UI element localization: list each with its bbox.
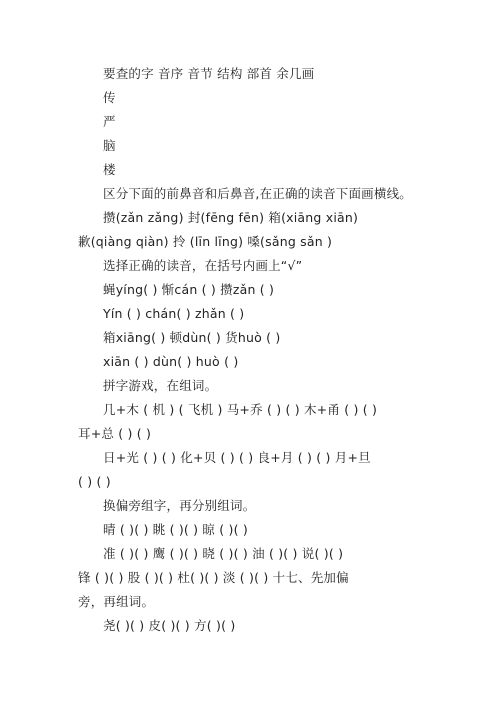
instruction-nasal-sounds: 区分下面的前鼻音和后鼻音,在正确的读音下面画横线。 xyxy=(103,186,412,201)
table-header-line: 要查的字 音序 音节 结构 部首 余几画 xyxy=(103,66,315,81)
table-row-char-3: 脑 xyxy=(103,138,116,153)
character-game-row-2: 日+光 ( ) ( ) 化+贝 ( ) ( ) 良+月 ( ) ( ) 月+旦 xyxy=(103,450,371,465)
instruction-add-radical-cont: 旁，再组词。 xyxy=(78,594,155,609)
instruction-choose-pronunciation: 选择正确的读音，在括号内画上“√” xyxy=(103,258,303,273)
table-row-char-1: 传 xyxy=(103,90,116,105)
pronunciation-row-1: 蝇yíng( ) 惭cán ( ) 攒zǎn ( ) xyxy=(103,282,275,297)
instruction-character-game: 拼字游戏，在组词。 xyxy=(103,378,218,393)
radical-row-3: 锋 ( )( ) 股 ( )( ) 杜( )( ) 淡 ( )( ) 十七、先加偏 xyxy=(78,570,349,585)
pronunciation-row-3: 箱xiāng( ) 顿dùn( ) 货huò ( ) xyxy=(103,330,281,345)
pinyin-choice-row-2: 歉(qiàng qiàn) 拎 (līn līng) 嗓(sǎng sǎn ) xyxy=(78,234,333,249)
table-row-char-4: 楼 xyxy=(103,162,116,177)
pronunciation-row-4: xiān ( ) dùn( ) huò ( ) xyxy=(103,354,239,369)
add-radical-row-1: 尧( )( ) 皮( )( ) 方( )( ) xyxy=(103,618,236,633)
instruction-change-radical: 换偏旁组字，再分别组词。 xyxy=(103,498,256,513)
radical-row-1: 晴 ( )( ) 眺 ( )( ) 晾 ( )( ) xyxy=(103,522,248,537)
character-game-row-1: 几+木 ( 机 ) ( 飞机 ) 马+乔 ( ) ( ) 木+甬 ( ) ( ) xyxy=(103,402,378,417)
pronunciation-row-2: Yín ( ) chán( ) zhǎn ( ) xyxy=(103,306,245,321)
table-row-char-2: 严 xyxy=(103,114,116,129)
pinyin-choice-row-1: 攒(zǎn zǎng) 封(fēng fēn) 箱(xiāng xiān) xyxy=(103,210,359,225)
character-game-row-1-cont: 耳+总 ( ) ( ) xyxy=(78,426,152,441)
radical-row-2: 准 ( )( ) 鹰 ( )( ) 晓 ( )( ) 油 ( )( ) 说( )( ) xyxy=(103,546,344,561)
character-game-row-2-cont: ( ) ( ) xyxy=(78,474,111,489)
